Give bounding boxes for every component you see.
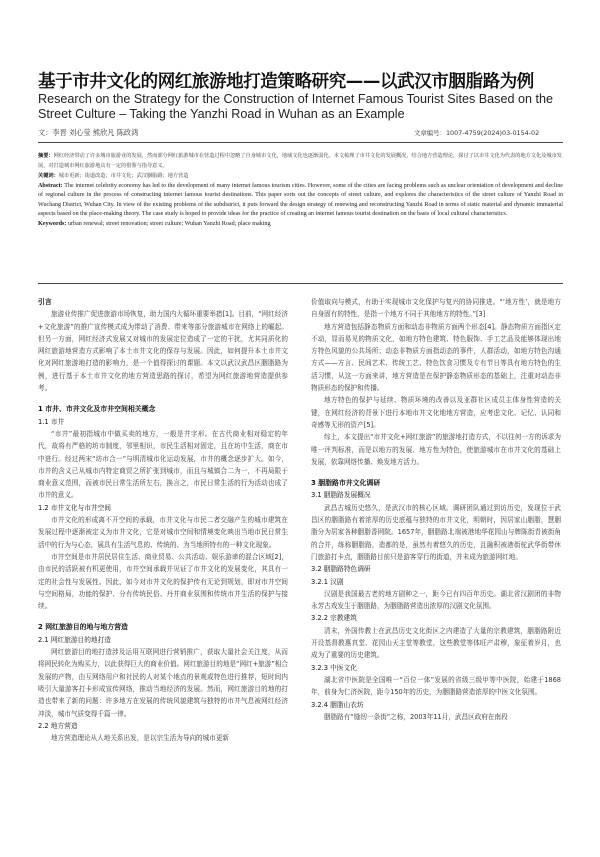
abstract-cn (38, 151, 563, 171)
abstract-cn-text: 网红经济带动了许多城市旅游业的发展，然而部分网红旅游城市在营造过程中忽略了自身城市文化，地域文化也逐渐弱化。本文梳理了市井文化的发展概况，结合地方营造理论，探讨了以市井文化为代表的地方文化及城市发展，对打造城市网红旅游地具有一定的借鉴与指导意义。 (38, 153, 562, 170)
paragraph: 地方营造包括静态物质方面和动态非物质方面两个形态[4]。静态物质方面指区定不动，显而易见的物质文化，如地方特色建筑、特色服饰、手工艺品及能够体现出地方特色风貌的公共场所；动态非物质方面指动态的事件，人群活动，如地方特色沟通方式——方言、民间艺术、传统工艺、特色饮食习惯及专有节日等具有地方特色的生活习惯，从这一方面来讲，地方营造是在保护静态物质形态的基础上，注重对动态非物质形态的保护和传播。 (311, 322, 561, 393)
keywords-en-text: urban renewal; street renovation; street culture; Wuhan Yanzhi Road; place making (67, 220, 271, 227)
paragraph: 综上，本文提出“市井文化+网红旅游”的旅游地打造方式，不以往何一方的诉求为唯一评判标准，而是以地方的发展、地方性为特色，使旅游城市在市井文化的基础上发展，依靠网络传播、焕发地方活力。 (311, 433, 561, 466)
subsubsection-heading-3-2-3: 3.2.3 中医文化 (311, 663, 357, 672)
paragraph: 旅游业传推广促进旅游市场恢复，助力国内大循环重要举措[1]。目前，“网红经济+文化旅游”的推广宣传模式成为带动了消费、带来等部分旅游城市在网络上的崛起。但另一方面，网红经济式发展又对城市的发展定位造成了一定的干扰，尤其同质化的网红旅游地营造方式影响了本土市井文化的保存与发展。因此，如何提升本土市井文化对网红旅游地打造的影响力，是一个值得探讨的课题。本文以武汉武昌区胭脂路为例，进行基于本土市井文化的地方营造思路的探讨，希望为网红旅游地营造提供参考。 (38, 310, 288, 393)
subsection-heading-1-2: 1.2 市井文化与市井空间 (38, 503, 111, 512)
article-title-en: Research on the Strategy for the Construction of Internet Famous Tourist Sites Based on the Street Culture – Taking the Yanzhi Road in Wuhan as an Example (38, 92, 553, 121)
subsubsection-heading-3-2-1: 3.2.1 汉剧 (311, 577, 344, 586)
keywords-en (38, 220, 563, 230)
header-rule (38, 142, 563, 143)
abstract-en-label: Abstract: (38, 182, 63, 189)
paragraph: 市井空间是市井居民居住生活、商业贸易、公共活动、娱乐游谛的混合区域[2]，由市民的活跃被有机更使用，市井空间承载并见证了市井文化的发展变化，其具有一定的社会性与发展性。因此，如今对市井文化的保护传有无论到规划，即对市井空间与空间格局，功能的保护、分有传统民俗、丹井商业氛围和传统市井生活的保护与接续。 (38, 552, 288, 611)
keywords-cn-label: 关键词： (38, 173, 59, 180)
section-heading-2: 2 网红旅游目的地与地方营造 (38, 623, 128, 632)
section-heading-3: 3 胭脂路市井文化调研 (311, 479, 381, 488)
keywords-cn (38, 171, 563, 181)
paragraph: “市井”最初指城市中做买卖的地方，一般是井字形。在古代商业相对稳定的年代，故将有严格的坊市制度，邻里相识，市民生活相对固定，且在坊中生活，商在市中进行。经过两宋“坊市合一”与明清城市化运动发展，市井的概念逐步扩大。如今，市井的含义已从城市内特定商贸之所扩张到城市，而且与城镇合二为一，不再局限于商业意义范围，而被市民日常生活所左右，换言之，市民日常生活的行为活动也成了市井的意义。 (38, 429, 288, 500)
abstract-en (38, 182, 563, 220)
paragraph: 胭脂路有“缝纫一条街”之称，2003年11月，武昌区政府在南段 (324, 712, 508, 721)
abstract-cn-label: 摘要： (38, 153, 54, 159)
paragraph: 武昌古城历史悠久，是武汉市的核心区域。调研团队通过到访历史，发现位于武昌区的胭脂路有着浓厚的历史底蕴与独特的市井文化，明朝时，因居家山胭脂，慧胭脂分为居家各种胭脂香网院。1657年，胭脂路北端被港地华花园山与牌陈街青被街角的合并，练称胭脂路，造都的是，虽然有着悠久的历史，且融积被港街驼武华街带休门旅游打卡点，胭脂路目前只是游客穿行的街道，并未成为旅游网红地。 (311, 503, 561, 561)
keywords-cn-text: 城市更新；街道改造；市井文化；武汉胭脂路；地方营造 (58, 173, 189, 180)
abstract-block (38, 151, 563, 230)
subsection-heading-3-1: 3.1 胭脂路发展概况 (311, 491, 371, 500)
paragraph: 价值取向与模式，有助于实现城市文化保护与复兴的协同推进。“‘地方性’，就是地方自身固有的特性，是指一个地方不同于其他地方的特性。”[3] (311, 298, 561, 319)
paragraph: 汉剧是我国最古老的地方剧种之一，距今已有四百年历史。湖北省汉剧团的非物永芳古戏发生于胭脂路，为胭脂路营造出浓厚的汉剧文化氛围。 (311, 589, 561, 611)
section-heading-1: 1 市井、市井文化及市井空间相关概念 (38, 405, 156, 414)
section-heading-intro: 引言 (38, 298, 52, 306)
paragraph: 清末，外国传教士在武昌历史文化街区之内建造了大量的宗教建筑，胭脂路附近开设基督教惠真堂、花园山天主堂等教堂，这些教堂等体旺产肃穆，象征着岁月，也成为了重要的历史建筑。 (311, 626, 561, 660)
subsection-heading-1-1: 1.1 市井 (38, 417, 65, 426)
article-number: 文章编号：1007-4759(2024)03-0154-02 (414, 129, 540, 137)
paragraph: 市井文化的形成离不开空间的承载，市井文化与市民二者交融产生的城市建筑在发展过程中逐渐被定义为市井文化，它是对城市空间和情境变化映出当地市民日常生活中的行为与心态，展具有生活气息的、传统的、为当地所特有的一种文化现象。 (38, 516, 288, 549)
subsection-heading-3-2: 3.2 胭脂路特色调研 (311, 565, 371, 574)
paragraph: 网红旅游目的地打造涉及运用互联网进行营销推广，获取大量社会关注度，从而将网民转化为购买力，以此获得巨大的商业价值。网红旅游目的地是“网红+旅游”相合发展的产物，由互网络用户和社民的人对某个地点的景观或特色进行推荐，短时间内吸引大量游客打卡形成宣传网络，推动当地经济的发展。然而，网红旅游目的地的打造也带来了新的问题：许多地方在发展的传统风貌建筑与独特的市井气息被网红经济冲淡，城市气质变得千篇一律。 (38, 648, 288, 718)
paragraph: 地方特色的保护与延续、物质环境的改善以及亚群社区成员主体身性营造的关键，在网红经济的背景下进行本地市井文化地地方营造，应考虑文化、记忆、认同和奇感等无形的资产[5]。 (311, 396, 561, 429)
subsection-heading-2-1: 2.1 网红旅游目的地打造 (38, 635, 111, 644)
keywords-en-label: Keywords: (38, 220, 67, 227)
abstract-en-text: The internet celebrity economy has led to the development of many internet famous tourism cities. However, some of the cities are facing problems such as unclear orientation of development and decline of regional culture in the process of constructing internet famous tourist destinations. This paper sorts out the concepts of street culture, and explores the characteristics of the street culture of Yanzhi Road in Wuchang District, Wuhan City. In view of the existing problems of the subdistrict, it puts forward the design strategy of renewing and reconstructing Yanzhi Road in terms of static material and dynamic immaterial aspects based on the place-making theory. The case study is hoped to provide ideas for the practice of creating an internet famous tourist destination on the basis of local cultural characteristics. (38, 182, 563, 218)
right-column (311, 296, 561, 723)
left-column (38, 296, 288, 744)
article-title-cn: 基于市井文化的网红旅游地打造策略研究——以武汉市胭脂路为例 (38, 72, 534, 92)
subsubsection-heading-3-2-4: 3.2.4 胭脂山衣坊 (311, 700, 364, 709)
subsection-heading-2-2: 2.2 地方营造 (38, 721, 78, 730)
abstract-rule (38, 283, 563, 284)
authors: 文：李晋 刘心莹 熊欣凡 陈政鸿 (38, 128, 139, 137)
paragraph: 地方营造理论从人地关系出发，是以宗生活为导向的城市更新 (51, 734, 230, 743)
subsubsection-heading-3-2-2: 3.2.2 宗教建筑 (311, 614, 357, 623)
paragraph: 湖北省中医院是全国唯一“百位一体”发展的省级三级甲等中医院，始建于1868年，前身为仁济医院，距今150年的历史，为胭脂路营造浓厚的中医文化氛围。 (311, 675, 561, 697)
